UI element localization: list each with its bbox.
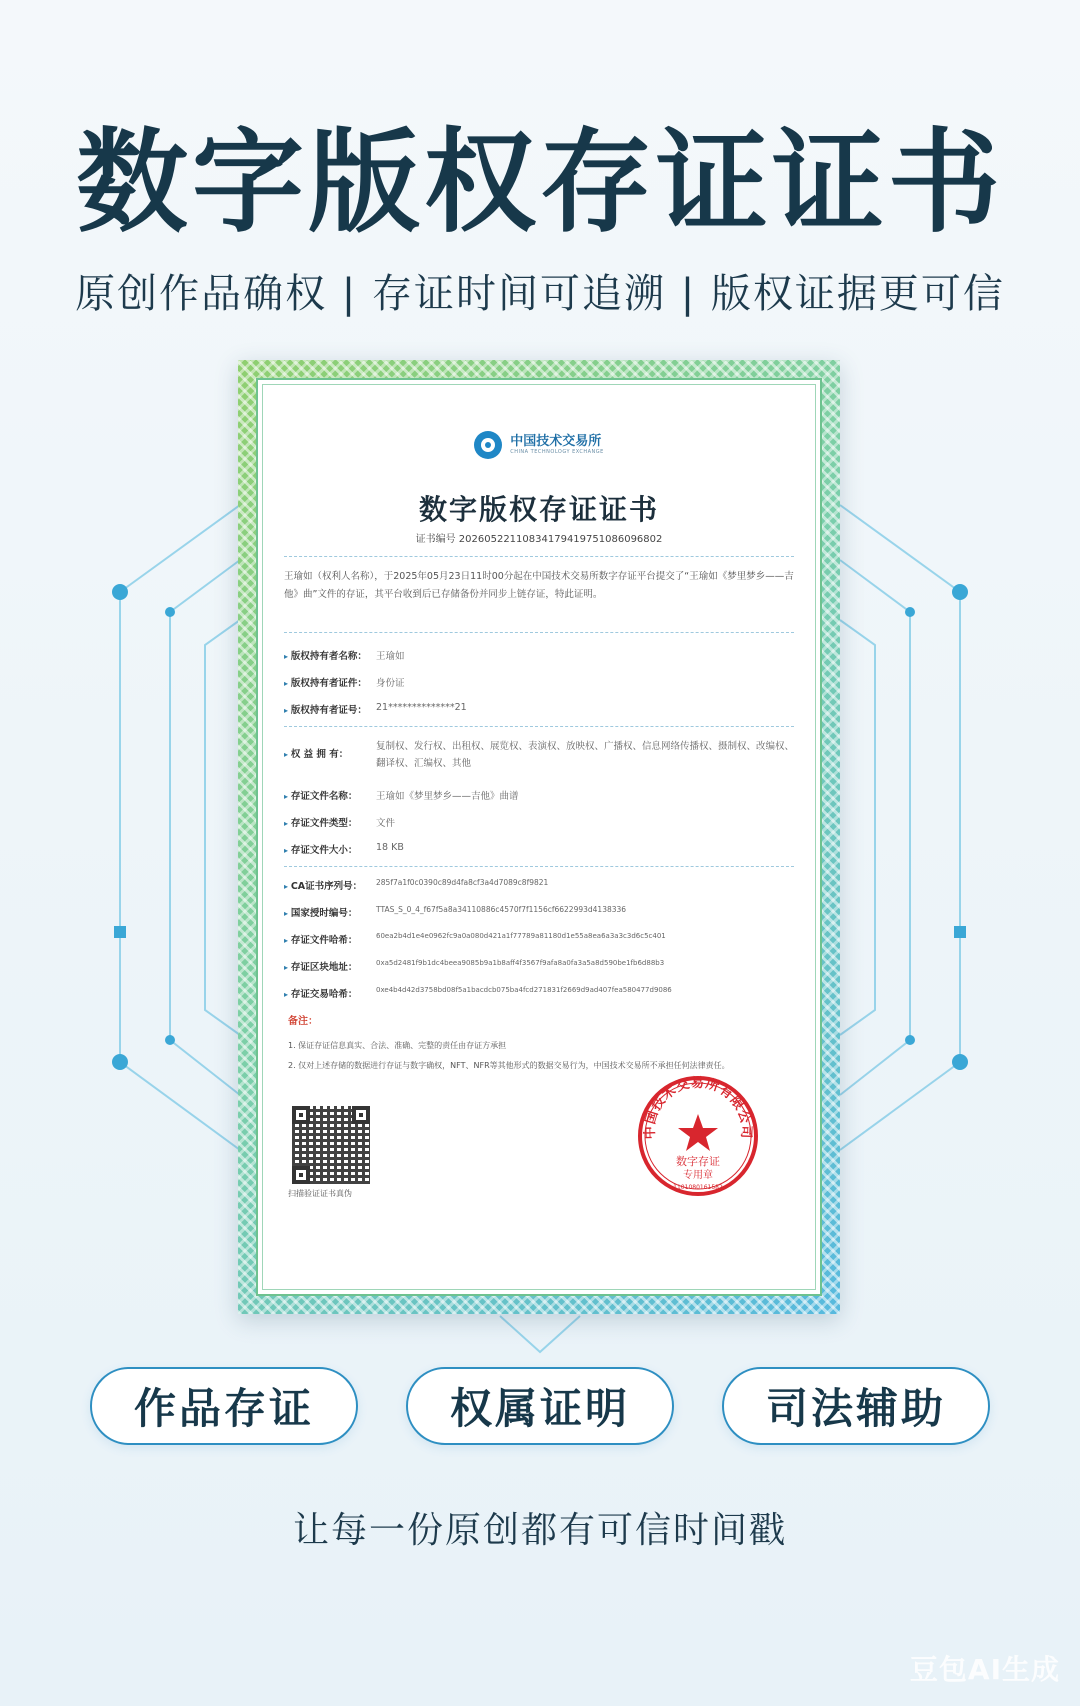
- field-row: [284, 788, 794, 802]
- divider: [284, 556, 794, 557]
- exchange-logo: [258, 430, 820, 460]
- logo-name: 中国技术交易所: [510, 434, 602, 449]
- field-label: ▸ CA证书序列号：: [284, 878, 376, 892]
- field-row: [284, 878, 794, 892]
- field-row: [284, 959, 794, 973]
- field-row: [284, 932, 794, 946]
- divider: [284, 632, 794, 633]
- field-value: 文件: [376, 818, 396, 829]
- field-value: 王瑜如: [376, 651, 405, 662]
- ai-watermark: 豆包AI生成: [909, 1653, 1060, 1686]
- certificate-title: 数字版权存证证书: [418, 493, 659, 526]
- field-row: [284, 905, 794, 919]
- field-label: ▸ 版权持有者名称：: [284, 648, 376, 662]
- field-label: ▸ 存证区块地址：: [284, 959, 376, 973]
- field-row: [284, 815, 794, 829]
- field-label: ▸ 国家授时编号：: [284, 905, 376, 919]
- certificate-body: [256, 378, 822, 1296]
- exchange-logo-icon: [474, 431, 502, 459]
- certificate-number: 证书编号 20260522110834179419751086096802: [415, 534, 663, 545]
- field-label: ▸ 存证文件类型：: [284, 815, 376, 829]
- seal-ring-text: 中国技术交易所有限公司: [642, 1075, 754, 1140]
- certificate-intro: 王瑜如（权利人名称），于2025年05月23日11时00分起在中国技术交易所数字存证平台提交了“王瑜如《梦里梦乡——吉他》曲”文件的存证，其平台收到后已存储备份并同步上链存证，特此证明。: [284, 571, 794, 600]
- field-label: ▸ 权 益 拥 有：: [284, 738, 376, 772]
- feature-pill-deposit[interactable]: 作品存证: [90, 1367, 358, 1445]
- field-row: [284, 842, 794, 856]
- qr-code[interactable]: [292, 1106, 370, 1184]
- seal-line-1: 数字存证: [676, 1155, 720, 1168]
- field-label: ▸ 存证交易哈希：: [284, 986, 376, 1000]
- certificate: [238, 360, 840, 1314]
- slogan: 让每一份原创都有可信时间戳: [292, 1510, 787, 1551]
- feature-pill-judicial[interactable]: 司法辅助: [722, 1367, 990, 1445]
- divider: [284, 866, 794, 867]
- seal-code: 1101080161582: [673, 1184, 723, 1191]
- notes-title: 备注：: [288, 1016, 318, 1027]
- field-label: ▸ 存证文件哈希：: [284, 932, 376, 946]
- note-item: 2. 仅对上述存储的数据进行存证与数字确权，NFT、NFR等其他形式的数据交易行为，中国技术交易所不承担任何法律责任。: [288, 1061, 730, 1070]
- poster-subtitle: 原创作品确权 | 存证时间可追溯 | 版权证据更可信: [75, 271, 1005, 317]
- field-value: 王瑜如《梦里梦乡——吉他》曲谱: [376, 791, 519, 802]
- field-row: [284, 738, 794, 772]
- field-value: 60ea2b4d1e4e0962fc9a0a080d421a1f77789a81180d1e55a8ea6a3a3c3d6c5c401: [376, 932, 666, 940]
- qr-caption: 扫描验证证书真伪: [288, 1189, 352, 1198]
- field-value: 0xe4b4d42d3758bd08f5a1bacdcb075ba4fcd271831f2669d9ad407fea580477d9086: [376, 986, 672, 994]
- field-label: ▸ 版权持有者证号：: [284, 702, 376, 716]
- seal-line-2: 专用章: [683, 1170, 713, 1181]
- field-value: 285f7a1f0c0390c89d4fa8cf3a4d7089c8f9821: [376, 878, 549, 887]
- divider: [284, 726, 794, 727]
- field-row: [284, 702, 794, 716]
- poster-title: 数字版权存证证书: [76, 117, 1004, 248]
- logo-name-en: CHINA TECHNOLOGY EXCHANGE: [510, 449, 604, 455]
- official-seal: [636, 1074, 760, 1198]
- field-value: 复制权、发行权、出租权、展览权、表演权、放映权、广播权、信息网络传播权、摄制权、改编权、翻译权、汇编权、其他: [376, 741, 795, 769]
- field-row: [284, 986, 794, 1000]
- field-value: TTAS_S_0_4_f67f5a8a34110886c4570f7f1156cf6622993d4138336: [376, 905, 627, 914]
- field-value: 21**************21: [376, 702, 467, 713]
- field-value: 身份证: [376, 678, 405, 689]
- field-label: ▸ 存证文件大小：: [284, 842, 376, 856]
- feature-pill-ownership[interactable]: 权属证明: [406, 1367, 674, 1445]
- note-item: 1. 保证存证信息真实、合法、准确、完整的责任由存证方承担: [288, 1041, 507, 1050]
- field-row: [284, 675, 794, 689]
- field-label: ▸ 版权持有者证件：: [284, 675, 376, 689]
- field-row: [284, 648, 794, 662]
- field-label: ▸ 存证文件名称：: [284, 788, 376, 802]
- field-value: 0xa5d2481f9b1dc4beea9085b9a1b8aff4f3567f9afa8a0fa3a5a8d590be1fb6d88b3: [376, 959, 665, 967]
- field-value: 18 KB: [376, 842, 404, 853]
